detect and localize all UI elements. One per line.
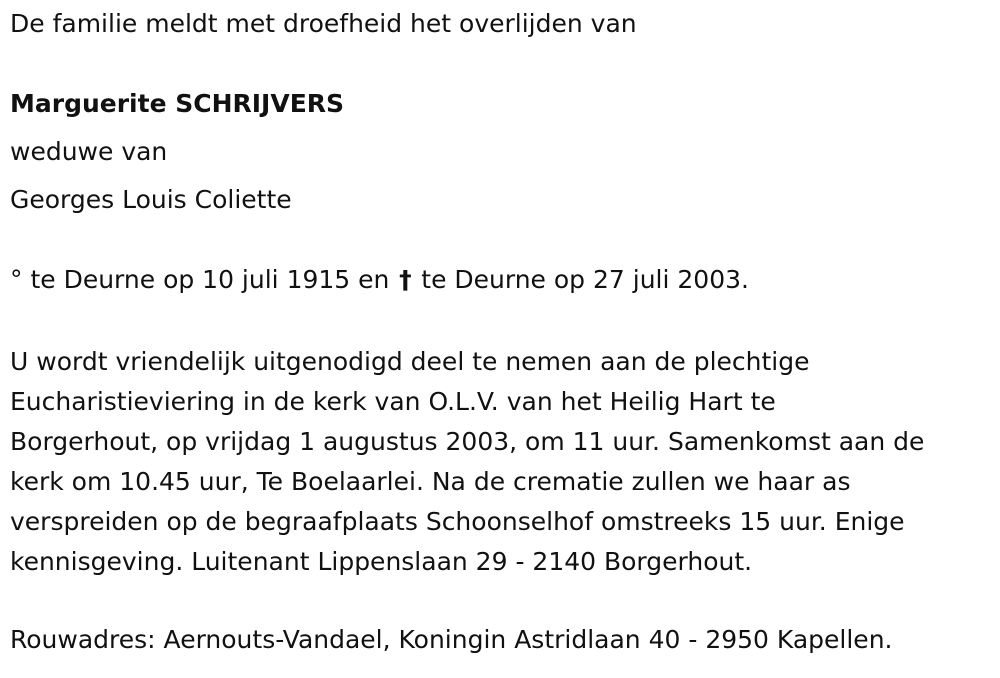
ceremony-line: kerk om 10.45 uur, Te Boelaarlei. Na de crematie zullen we haar as — [10, 467, 851, 496]
death-text: te Deurne op 27 juli 2003. — [421, 265, 749, 294]
cross-icon: † — [399, 265, 412, 294]
ceremony-line: verspreiden op de begraafplaats Schoonselhof omstreeks 15 uur. Enige — [10, 507, 905, 536]
ceremony-line: U wordt vriendelijk uitgenodigd deel te nemen aan de plechtige — [10, 347, 810, 376]
deceased-name: Marguerite SCHRIJVERS — [10, 89, 345, 118]
spouse-name: Georges Louis Coliette — [10, 185, 292, 214]
ceremony-line: kennisgeving. Luitenant Lippenslaan 29 - 2140 Borgerhout. — [10, 547, 753, 576]
ceremony-paragraph — [10, 342, 985, 582]
intro-text: De familie meldt met droefheid het overlijden van — [10, 9, 637, 38]
birth-text: ° te Deurne op 10 juli 1915 en — [10, 265, 390, 294]
mourning-address: Rouwadres: Aernouts-Vandael, Koningin Astridlaan 40 - 2950 Kapellen. — [10, 625, 893, 654]
ceremony-line: Borgerhout, op vrijdag 1 augustus 2003, om 11 uur. Samenkomst aan de — [10, 427, 925, 456]
birth-death-line — [10, 262, 985, 298]
death-notice — [10, 6, 985, 658]
relation-text: weduwe van — [10, 137, 168, 166]
ceremony-line: Eucharistieviering in de kerk van O.L.V. van het Heilig Hart te — [10, 387, 776, 416]
